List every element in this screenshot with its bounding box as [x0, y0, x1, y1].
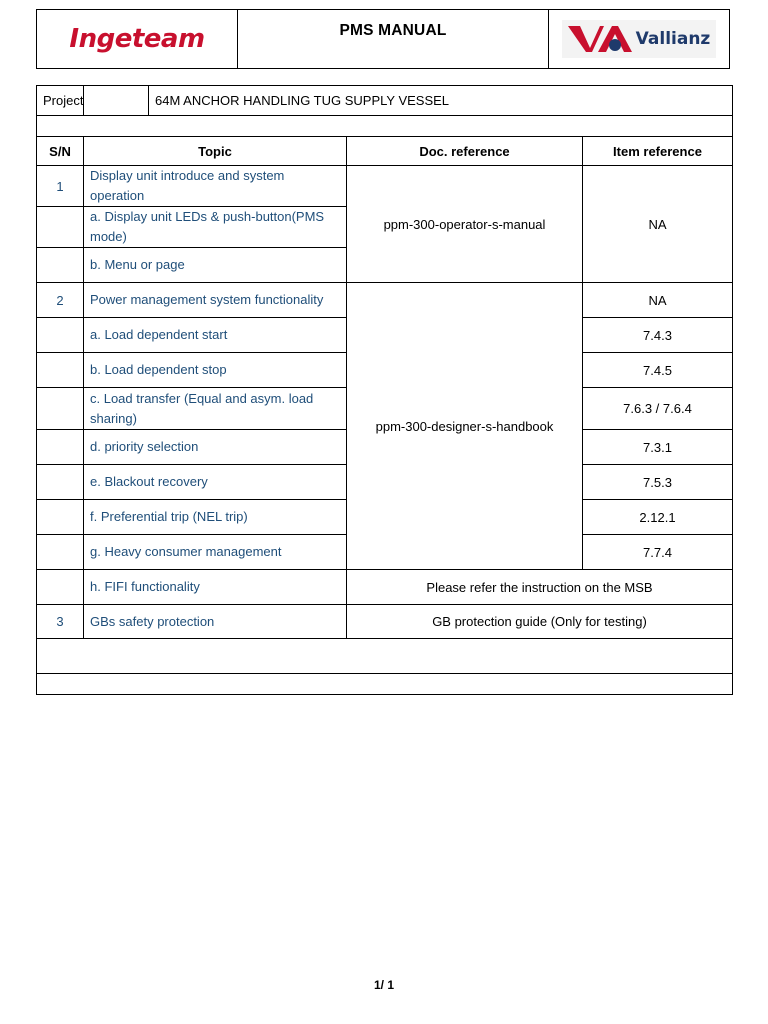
sn-cell — [37, 535, 84, 570]
topic-cell: GBs safety protection — [84, 605, 347, 639]
topic-cell: a. Load dependent start — [84, 318, 347, 353]
topic-cell: e. Blackout recovery — [84, 465, 347, 500]
doc-ref-designer-handbook: ppm-300-designer-s-handbook — [347, 283, 583, 570]
ingeteam-logo-cell — [37, 10, 238, 68]
sn-cell — [37, 500, 84, 535]
ingeteam-logo: Ingeteam — [69, 24, 205, 54]
sn-cell: 3 — [37, 605, 84, 639]
topic-cell: h. FIFI functionality — [84, 570, 347, 605]
vallianz-logo-cell — [549, 10, 729, 68]
topic-cell: Display unit introduce and system operation — [84, 166, 347, 207]
topic-cell: b. Menu or page — [84, 248, 347, 283]
item-ref-cell: NA — [583, 283, 733, 318]
topic-cell: c. Load transfer (Equal and asym. load sharing) — [84, 388, 347, 430]
sn-cell — [37, 318, 84, 353]
table-row — [37, 605, 733, 639]
topic-cell: g. Heavy consumer management — [84, 535, 347, 570]
item-ref-operator: NA — [583, 166, 733, 283]
spacer-row — [37, 116, 733, 137]
doc-ref-gb-protection-guide: GB protection guide (Only for testing) — [347, 605, 733, 639]
sn-cell: 2 — [37, 283, 84, 318]
item-ref-cell: 7.4.3 — [583, 318, 733, 353]
column-header-row — [37, 137, 733, 166]
topic-cell: Power management system functionality — [84, 283, 347, 318]
sn-cell — [37, 570, 84, 605]
page-number: 1/ 1 — [373, 978, 394, 992]
project-label-cell — [37, 86, 84, 116]
header-sn: S/N — [37, 137, 84, 166]
table-row — [37, 570, 733, 605]
sn-cell — [37, 465, 84, 500]
sn-cell — [37, 248, 84, 283]
topic-cell: d. priority selection — [84, 430, 347, 465]
project-value-cell — [84, 86, 733, 116]
item-ref-cell: 7.3.1 — [583, 430, 733, 465]
header-item-reference: Item reference — [583, 137, 733, 166]
topic-cell: b. Load dependent stop — [84, 353, 347, 388]
sn-cell — [37, 353, 84, 388]
table-row — [37, 283, 733, 318]
document-header — [36, 9, 730, 69]
item-ref-cell: 7.5.3 — [583, 465, 733, 500]
header-topic: Topic — [84, 137, 347, 166]
doc-ref-operator-manual: ppm-300-operator-s-manual — [347, 166, 583, 283]
header-doc-reference: Doc. reference — [347, 137, 583, 166]
topic-cell: f. Preferential trip (NEL trip) — [84, 500, 347, 535]
topic-cell: a. Display unit LEDs & push-button(PMS mode) — [84, 207, 347, 248]
item-ref-cell: 7.7.4 — [583, 535, 733, 570]
project-name: 64M ANCHOR HANDLING TUG SUPPLY VESSEL — [155, 93, 450, 108]
empty-row — [37, 674, 733, 695]
vallianz-mark-icon — [568, 24, 634, 54]
item-ref-cell: 2.12.1 — [583, 500, 733, 535]
sn-cell — [37, 207, 84, 248]
sn-cell: 1 — [37, 166, 84, 207]
vallianz-wordmark: Vallianz — [635, 29, 711, 49]
vallianz-logo — [562, 20, 717, 58]
table-row — [37, 166, 733, 207]
item-ref-cell: 7.4.5 — [583, 353, 733, 388]
document-title: PMS MANUAL — [238, 10, 549, 68]
project-label: Project — [43, 93, 84, 108]
item-ref-cell: 7.6.3 / 7.6.4 — [583, 388, 733, 430]
project-row — [37, 86, 733, 116]
sn-cell — [37, 430, 84, 465]
pms-topics-table — [36, 85, 733, 695]
sn-cell — [37, 388, 84, 430]
empty-row — [37, 639, 733, 674]
doc-ref-msb-instruction: Please refer the instruction on the MSB — [347, 570, 733, 605]
